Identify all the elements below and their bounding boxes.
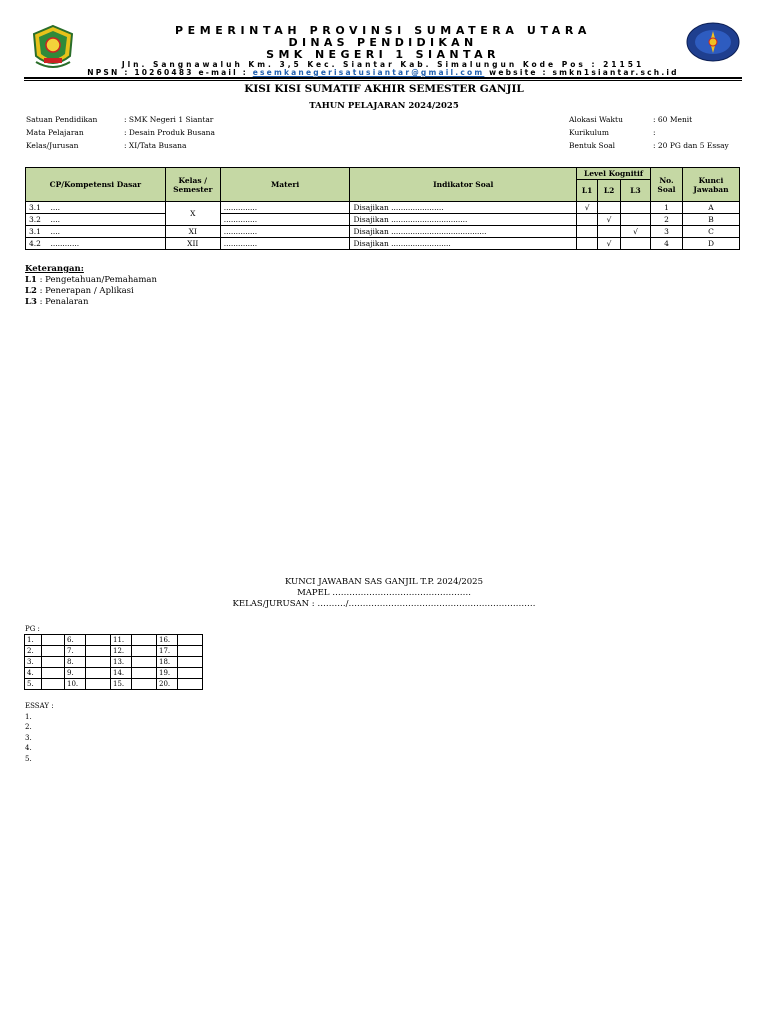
indikator-cell: Disajikan ...................... bbox=[350, 202, 577, 214]
document-subtitle: TAHUN PELAJARAN 2024/2025 bbox=[309, 101, 459, 111]
pg-number: 12. bbox=[111, 646, 132, 657]
info-label: Mata Pelajaran bbox=[26, 128, 84, 137]
indikator-cell: Disajikan ................................ bbox=[350, 214, 577, 226]
info-label: Bentuk Soal bbox=[569, 141, 616, 150]
info-row bbox=[569, 139, 729, 152]
pg-answer[interactable] bbox=[132, 635, 157, 646]
keterangan-item bbox=[25, 297, 157, 308]
letterhead-department: DINAS PENDIDIKAN bbox=[288, 36, 478, 49]
pg-label: PG : bbox=[25, 625, 40, 633]
pg-answer[interactable] bbox=[178, 635, 203, 646]
l2-cell bbox=[598, 226, 621, 238]
pg-answer[interactable] bbox=[86, 679, 111, 690]
pg-number: 10. bbox=[65, 679, 86, 690]
materi-cell: .............. bbox=[220, 214, 350, 226]
no-cell: 1 bbox=[651, 202, 683, 214]
cp-number: 3.1 bbox=[29, 203, 41, 212]
pg-number: 14. bbox=[111, 668, 132, 679]
info-row bbox=[26, 139, 215, 152]
header-l3: L3 bbox=[621, 180, 651, 202]
essay-item: 4. bbox=[25, 744, 32, 752]
l3-cell: √ bbox=[621, 226, 651, 238]
header-materi: Materi bbox=[220, 168, 350, 202]
pg-answer[interactable] bbox=[178, 657, 203, 668]
materi-cell: .............. bbox=[220, 226, 350, 238]
header-indikator: Indikator Soal bbox=[350, 168, 577, 202]
info-row bbox=[26, 126, 215, 139]
level-code: L3 bbox=[25, 297, 37, 307]
info-row bbox=[569, 126, 729, 139]
kunci-cell: C bbox=[682, 226, 739, 238]
table-row bbox=[26, 226, 740, 238]
cp-text: ............ bbox=[50, 239, 80, 248]
cp-cell bbox=[26, 202, 166, 214]
info-value: : 60 Menit bbox=[653, 115, 693, 124]
keterangan-item bbox=[25, 275, 157, 286]
kelas-cell: X bbox=[165, 202, 220, 226]
answer-key-kelas: KELAS/JURUSAN : ………./………………………………………………………… bbox=[232, 599, 536, 609]
pg-row bbox=[25, 635, 203, 646]
cp-text: .... bbox=[50, 215, 61, 224]
kunci-cell: B bbox=[682, 214, 739, 226]
pg-answer[interactable] bbox=[42, 679, 65, 690]
kelas-cell: XI bbox=[165, 226, 220, 238]
level-desc: : Pengetahuan/Pemahaman bbox=[36, 275, 157, 285]
info-value: : XI/Tata Busana bbox=[124, 141, 187, 150]
materi-cell: .............. bbox=[220, 238, 350, 250]
info-label: Kurikulum bbox=[569, 128, 609, 137]
essay-section bbox=[25, 701, 54, 764]
essay-item: 3. bbox=[25, 733, 32, 742]
info-left bbox=[26, 113, 215, 152]
kelas-cell: XII bbox=[165, 238, 220, 250]
l3-cell bbox=[621, 214, 651, 226]
pg-answer[interactable] bbox=[86, 635, 111, 646]
cp-number: 4.2 bbox=[29, 239, 41, 248]
no-cell: 3 bbox=[651, 226, 683, 238]
pg-row bbox=[25, 668, 203, 679]
pg-answer[interactable] bbox=[178, 668, 203, 679]
info-value: : Desain Produk Busana bbox=[124, 128, 215, 137]
pg-answer[interactable] bbox=[42, 635, 65, 646]
table-row bbox=[26, 214, 740, 226]
pg-number: 16. bbox=[157, 635, 178, 646]
pg-number: 11. bbox=[111, 635, 132, 646]
level-code: L2 bbox=[25, 286, 37, 296]
answer-key-header bbox=[0, 577, 768, 610]
header-cp: CP/Kompetensi Dasar bbox=[26, 168, 166, 202]
essay-item: 5. bbox=[25, 754, 32, 763]
keterangan-heading: Keterangan: bbox=[25, 264, 84, 274]
pg-number: 8. bbox=[65, 657, 86, 668]
cp-cell bbox=[26, 214, 166, 226]
letterhead bbox=[24, 20, 742, 80]
l2-cell: √ bbox=[598, 238, 621, 250]
l2-cell bbox=[598, 202, 621, 214]
info-value: : SMK Negeri 1 Siantar bbox=[124, 115, 214, 124]
info-value: : 20 PG dan 5 Essay bbox=[653, 141, 729, 150]
l3-cell bbox=[621, 238, 651, 250]
pg-number: 13. bbox=[111, 657, 132, 668]
pg-number: 9. bbox=[65, 668, 86, 679]
pg-row bbox=[25, 646, 203, 657]
letterhead-province: PEMERINTAH PROVINSI SUMATERA UTARA bbox=[174, 24, 592, 37]
letterhead-address: Jln. Sangnawaluh Km. 3,5 Kec. Siantar Kab. Simalungun Kode Pos : 21151 bbox=[121, 60, 645, 69]
essay-item: 2. bbox=[25, 723, 32, 731]
pg-number: 6. bbox=[65, 635, 86, 646]
cp-cell bbox=[26, 238, 166, 250]
l1-cell bbox=[577, 238, 598, 250]
pg-row bbox=[25, 679, 203, 690]
npsn-text: NPSN : 10260483 e-mail : bbox=[87, 68, 253, 77]
pg-answer[interactable] bbox=[178, 679, 203, 690]
keterangan bbox=[25, 264, 157, 308]
l1-cell bbox=[577, 214, 598, 226]
pg-answer[interactable] bbox=[132, 646, 157, 657]
info-label: Kelas/Jurusan bbox=[26, 141, 79, 150]
cp-number: 3.1 bbox=[29, 227, 41, 236]
pg-answer[interactable] bbox=[86, 668, 111, 679]
level-code: L1 bbox=[25, 275, 37, 285]
pg-answer[interactable] bbox=[42, 646, 65, 657]
materi-cell: .............. bbox=[220, 202, 350, 214]
pg-answer-grid bbox=[24, 634, 203, 690]
cp-cell bbox=[26, 226, 166, 238]
cp-text: .... bbox=[50, 227, 61, 236]
pg-number: 5. bbox=[25, 679, 42, 690]
essay-item: 1. bbox=[25, 712, 32, 721]
letterhead-divider bbox=[24, 77, 742, 79]
indikator-cell: Disajikan ......................... bbox=[350, 238, 577, 250]
letterhead-divider-thin bbox=[24, 80, 742, 81]
l1-cell: √ bbox=[577, 202, 598, 214]
info-label: Alokasi Waktu bbox=[569, 115, 623, 124]
info-row bbox=[26, 113, 215, 126]
pg-number: 3. bbox=[25, 657, 42, 668]
l2-cell: √ bbox=[598, 214, 621, 226]
no-cell: 4 bbox=[651, 238, 683, 250]
pg-number: 20. bbox=[157, 679, 178, 690]
info-right bbox=[569, 113, 729, 152]
pg-number: 17. bbox=[157, 646, 178, 657]
kunci-cell: D bbox=[682, 238, 739, 250]
pg-answer[interactable] bbox=[42, 668, 65, 679]
pg-answer[interactable] bbox=[86, 646, 111, 657]
kisi-table bbox=[25, 167, 740, 250]
pg-number: 2. bbox=[25, 646, 42, 657]
header-no-soal: No. Soal bbox=[651, 168, 683, 202]
pg-number: 1. bbox=[25, 635, 42, 646]
kunci-cell: A bbox=[682, 202, 739, 214]
keterangan-item bbox=[25, 286, 157, 297]
letterhead-school: SMK NEGERI 1 SIANTAR bbox=[266, 48, 500, 61]
pg-number: 4. bbox=[25, 668, 42, 679]
info-label: Satuan Pendidikan bbox=[26, 115, 98, 124]
pg-number: 7. bbox=[65, 646, 86, 657]
info-row bbox=[569, 113, 729, 126]
table-row bbox=[26, 238, 740, 250]
l3-cell bbox=[621, 202, 651, 214]
header-l1: L1 bbox=[577, 180, 598, 202]
pg-number: 18. bbox=[157, 657, 178, 668]
email-link[interactable]: esemkanegerisatusiantar@gmail.com bbox=[252, 68, 485, 77]
pg-number: 19. bbox=[157, 668, 178, 679]
answer-key-mapel: MAPEL …………………………………………. bbox=[297, 588, 471, 598]
header-l2: L2 bbox=[598, 180, 621, 202]
pg-answer[interactable] bbox=[178, 646, 203, 657]
header-kelas: Kelas / Semester bbox=[165, 168, 220, 202]
no-cell: 2 bbox=[651, 214, 683, 226]
pg-answer[interactable] bbox=[42, 657, 65, 668]
website-text: website : smkn1siantar.sch.id bbox=[484, 68, 679, 77]
letterhead-contact bbox=[24, 68, 742, 77]
pg-answer[interactable] bbox=[132, 657, 157, 668]
answer-key-title: KUNCI JAWABAN SAS GANJIL T.P. 2024/2025 bbox=[284, 577, 483, 587]
pg-answer[interactable] bbox=[132, 679, 157, 690]
pg-answer[interactable] bbox=[132, 668, 157, 679]
cp-text: .... bbox=[50, 203, 61, 212]
pg-row bbox=[25, 657, 203, 668]
l1-cell bbox=[577, 226, 598, 238]
essay-label: ESSAY : bbox=[25, 702, 54, 710]
header-level-kognitif: Level Kognitif bbox=[577, 168, 651, 180]
level-desc: : Penerapan / Aplikasi bbox=[36, 286, 134, 296]
info-value: : bbox=[653, 128, 656, 137]
cp-number: 3.2 bbox=[29, 215, 41, 224]
pg-answer[interactable] bbox=[86, 657, 111, 668]
header-kunci: Kunci Jawaban bbox=[682, 168, 739, 202]
indikator-cell: Disajikan ........................................ bbox=[350, 226, 577, 238]
document-title: KISI KISI SUMATIF AKHIR SEMESTER GANJIL bbox=[244, 83, 524, 95]
level-desc: : Penalaran bbox=[36, 297, 89, 307]
pg-number: 15. bbox=[111, 679, 132, 690]
table-row bbox=[26, 202, 740, 214]
